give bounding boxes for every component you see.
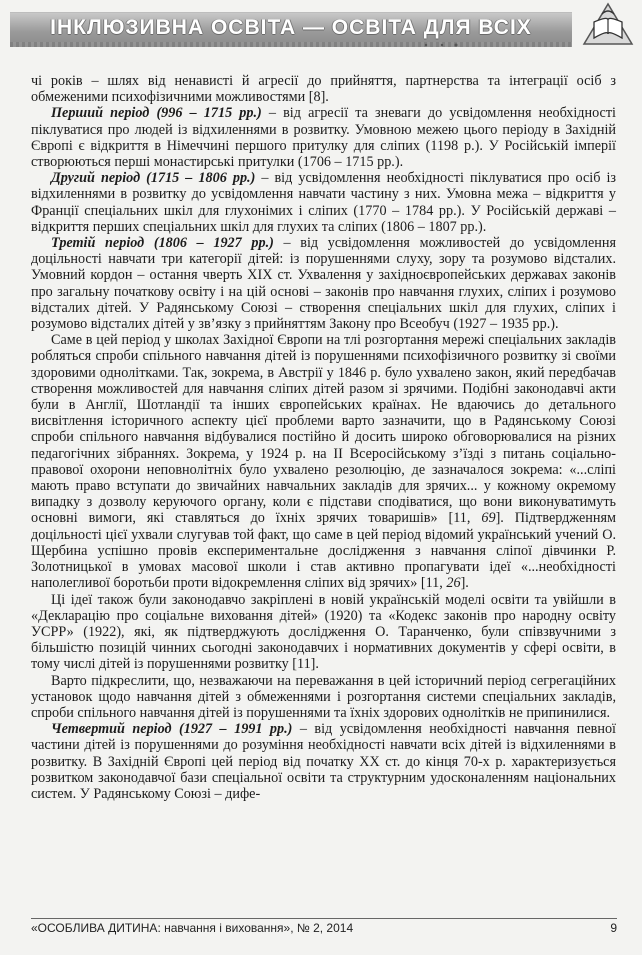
first-period-text: – від агресії та зневаги до усвідомлення необхідності піклуватися про людей із відхиленнями в розвитку. Умовною межею цього періоду в Західній Європі є відкриття в Німеччині першого притулку для сліпих (1198 р.). У Російській імперії створюються перші монастирські притулки (1706 – 1715 рр.). xyxy=(31,105,616,171)
running-header-title: ІНКЛЮЗИВНА ОСВІТА — ОСВІТА ДЛЯ ВСІХ xyxy=(50,16,532,39)
header-decoration xyxy=(420,42,470,48)
paragraph-text: ]. Підтвердженням доцільності цієї ухвали слугував той факт, що саме в цей період відомий український учений О. Щербина успішно провів експериментальне дослідження з навчання сліпої дівчинки Р. Золотницької в умовах масової школи і став активно пропагувати ідеї «...необхідності наполегливої боротьби проти відокремлення сліпих від зрячих» [11, xyxy=(31,510,616,592)
second-period-label: Другий період (1715 – 1806 рр.) xyxy=(51,170,256,187)
article-body xyxy=(31,73,616,802)
page-number: 9 xyxy=(610,921,617,935)
footer-journal-title: «ОСОБЛИВА ДИТИНА: навчання і виховання», № 2, 2014 xyxy=(31,921,354,935)
paragraph-first-period xyxy=(31,105,616,170)
paragraph-western-europe xyxy=(31,332,616,591)
first-period-label: Перший період (996 – 1715 рр.) xyxy=(51,105,262,122)
paragraph-ukrainian-model: Ці ідеї також були законодавчо закріплені в новій українській моделі освіти та увійшли в «Декларацію про соціальне виховання дітей» (1920) та «Кодекс законів про народну освіту УСРР» (1922), які, як підтверджують дослідження О. Таранченко, були співзвучними з більшістю позицій чинних сьогодні законодавчих і нормативних документів у сфері освіти, в тому числі дітей із порушеннями розвитку [11]. xyxy=(31,591,616,673)
footer-divider xyxy=(31,918,617,919)
citation-page: 26 xyxy=(446,575,461,592)
running-header-band xyxy=(10,12,572,47)
paragraph-segregation: Варто підкреслити, що, незважаючи на переважання в цей історичний період сегрегаційних установок щодо навчання дітей з обмеженнями і розгортання системи спеціальних закладів, спроби спільного навчання дітей із порушеннями та їхніх здорових однолітків не припинилися. xyxy=(31,672,616,721)
paragraph-text: ]. xyxy=(460,575,469,592)
fourth-period-label: Четвертий період (1927 – 1991 рр.) xyxy=(51,721,293,738)
paragraph-second-period xyxy=(31,170,616,235)
paragraph-third-period xyxy=(31,235,616,332)
paragraph-intro-continuation: чі років – шлях від ненависті й агресії до прийняття, партнерства та інтеграції осіб з обмеженими психофізичними можливостями [8]. xyxy=(31,73,616,106)
citation-page: 69 xyxy=(481,510,496,527)
third-period-label: Третій період (1806 – 1927 рр.) xyxy=(51,235,274,252)
fourth-period-text: – від усвідомлення необхідності навчання певної частини дітей із порушеннями до розуміння необхідності навчати всіх дітей із відхиленнями в розвитку. В Західній Європі цей період від початку XX ст. до кінця 70-х р. характеризується розвитком законодавчої бази спеціальної освіти та структурним удосконаленням національних систем. У Радянському Союзі – дифе- xyxy=(31,721,616,802)
third-period-text: – від усвідомлення можливостей до усвідомлення доцільності навчати три категорії дітей: із порушеннями слуху, зору та розумово відсталих. Умовний кордон – остання чверть XIX ст. Ухвалення у західноєвропейських державах законів про загальну початкову освіту і на цій основі – законів про навчання глухих, сліпих і розумово відсталих дітей. У Радянському Союзі – створення спеціальних шкіл для глухих, сліпих і розумово відсталих дітей у зв’язку з прийняттям Закону про Всеобуч (1927 – 1935 рр.). xyxy=(31,235,616,333)
second-period-text: – від усвідомлення необхідності піклуватися про осіб із відхиленнями в розвитку до усвідомлення навчати частину з них. Умовна межа – відкриття у Франції спеціальних шкіл для глухонімих і сліпих (1770 – 1784 рр.). У Російській державі – відкриття перших спеціальних шкіл для глухих та сліпих (1806 – 1807 рр.). xyxy=(31,170,617,235)
book-logo-icon xyxy=(578,0,638,46)
paragraph-text: Саме в цей період у школах Західної Європи на тлі розгортання мережі спеціальних закладів робляться спроби спільного навчання дітей із порушеннями психофізичного розвитку зі своїми здоровими однолітками. Так, зокрема, в Австрії у 1846 р. було ухвалено закон, який передбачав створення можливостей для навчання сліпих дітей разом зі зрячими. Подібні законодавчі акти були в Англії, Шотландії та інших європейських країнах. Не вдаючись до детального висвітлення історичного аспекту цієї проблеми варто зазначити, що в Радянському Союзі спроби спільного навчання відбувалися постійно й досить широко обговорювалися на різних педагогічних зібраннях. Зокрема, у 1924 р. на II Всеросійському з’їзді з питань соціально-правової охорони неповнолітніх було ухвалено резолюцію, де зазначалося зокрема: «...сліпі мають право вступати до звичайних навчальних закладів для зрячих... у кожному окремому випадку з дозволу керуючого органу, коли є підстави сподіватися, що вони виконуватимуть основні вимоги, які ставляться до їхніх зрячих товаришів» [11, xyxy=(31,332,616,527)
paragraph-fourth-period xyxy=(31,721,616,802)
